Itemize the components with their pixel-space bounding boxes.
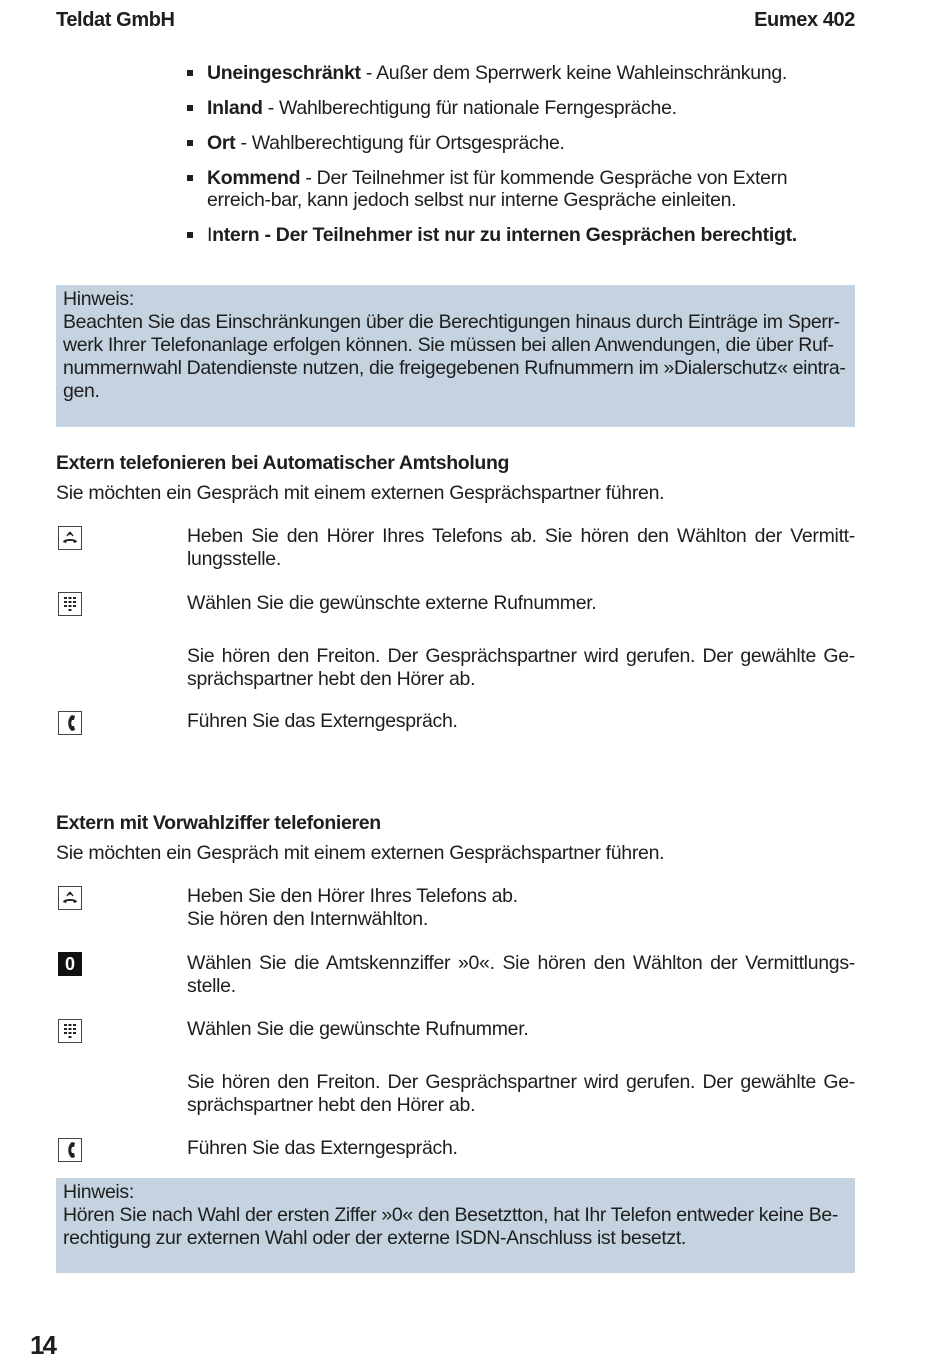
step-text: Heben Sie den Hörer Ihres Telefons ab. Sie hören den Internwählton. xyxy=(187,885,518,930)
step-text: Führen Sie das Externgespräch. xyxy=(187,1137,458,1159)
header-company: Teldat GmbH xyxy=(56,9,175,31)
step-text: Sie hören den Freiton. Der Gesprächspartner wird gerufen. Der gewählte Ge-sprächspartner hebt den Hörer ab. xyxy=(187,1071,855,1116)
step-text: Sie hören den Freiton. Der Gesprächspartner wird gerufen. Der gewählte Ge-sprächspartner hebt den Hörer ab. xyxy=(187,645,855,690)
list-item-text: - Wahlberechtigung für Ortsgespräche. xyxy=(235,132,565,154)
list-item-text: - Wahlberechtigung für nationale Ferngespräche. xyxy=(262,97,677,119)
keypad-icon xyxy=(58,592,82,616)
step-text: Heben Sie den Hörer Ihres Telefons ab. Sie hören den Wählton der Vermitt-lungsstelle. xyxy=(187,525,855,570)
permission-list xyxy=(186,62,856,246)
handset-talk-icon xyxy=(58,1138,82,1162)
step-text: Wählen Sie die gewünschte externe Rufnummer. xyxy=(187,592,597,614)
section-intro: Sie möchten ein Gespräch mit einem externen Gesprächspartner führen. xyxy=(56,842,665,864)
zero-key-icon: 0 xyxy=(58,952,82,976)
section-title: Extern telefonieren bei Automatischer Amtsholung xyxy=(56,452,510,474)
note-text: Beachten Sie das Einschränkungen über die Berechtigungen hinaus durch Einträge im Sperr-werk Ihrer Telefonanlage erfolgen können. Sie müssen bei allen Anwendungen, die über Ruf-nummernwahl Datendienste nutzen, die freigegebenen Rufnummern im »Dialerschutz« eintra-gen. xyxy=(63,311,846,402)
handset-talk-icon xyxy=(58,711,82,735)
note-box xyxy=(56,285,855,427)
handset-lift-icon xyxy=(58,886,82,910)
page-number: 14 xyxy=(30,1330,55,1360)
list-item-term: Ort xyxy=(207,132,236,154)
handset-lift-icon xyxy=(58,526,82,550)
list-item-term: Kommend xyxy=(207,167,301,189)
list-item-term: I xyxy=(207,224,213,246)
note-box xyxy=(56,1178,855,1273)
step-text: Wählen Sie die Amtskennziffer »0«. Sie hören den Wählton der Vermittlungs-stelle. xyxy=(187,952,855,997)
section-title: Extern mit Vorwahlziffer telefonieren xyxy=(56,812,381,834)
list-item xyxy=(186,224,856,246)
note-text: Hören Sie nach Wahl der ersten Ziffer »0« den Besetztton, hat Ihr Telefon entweder keine Be-rechtigung zur externen Wahl oder der externe ISDN-Anschluss ist besetzt. xyxy=(63,1204,838,1249)
list-item-term: Uneingeschränkt xyxy=(207,62,361,84)
section-intro: Sie möchten ein Gespräch mit einem externen Gesprächspartner führen. xyxy=(56,482,665,504)
note-label: Hinweis: xyxy=(63,288,134,310)
list-item-text: - Außer dem Sperrwerk keine Wahleinschränkung. xyxy=(360,62,788,84)
list-item-term: Inland xyxy=(207,97,263,119)
step-text: Führen Sie das Externgespräch. xyxy=(187,710,458,732)
list-item xyxy=(186,132,856,154)
header-product: Eumex 402 xyxy=(754,9,855,31)
step-text: Wählen Sie die gewünschte Rufnummer. xyxy=(187,1018,529,1040)
keypad-icon xyxy=(58,1019,82,1043)
list-item-text: - Der Teilnehmer ist für kommende Gespräche von Extern erreich-bar, kann jedoch selbst nur interne Gespräche einleiten. xyxy=(207,167,788,211)
list-item xyxy=(186,97,856,119)
list-item xyxy=(186,167,856,211)
list-item xyxy=(186,62,856,84)
list-item-text: ntern - Der Teilnehmer ist nur zu internen Gesprächen berechtigt. xyxy=(212,224,797,246)
note-label: Hinweis: xyxy=(63,1181,134,1203)
